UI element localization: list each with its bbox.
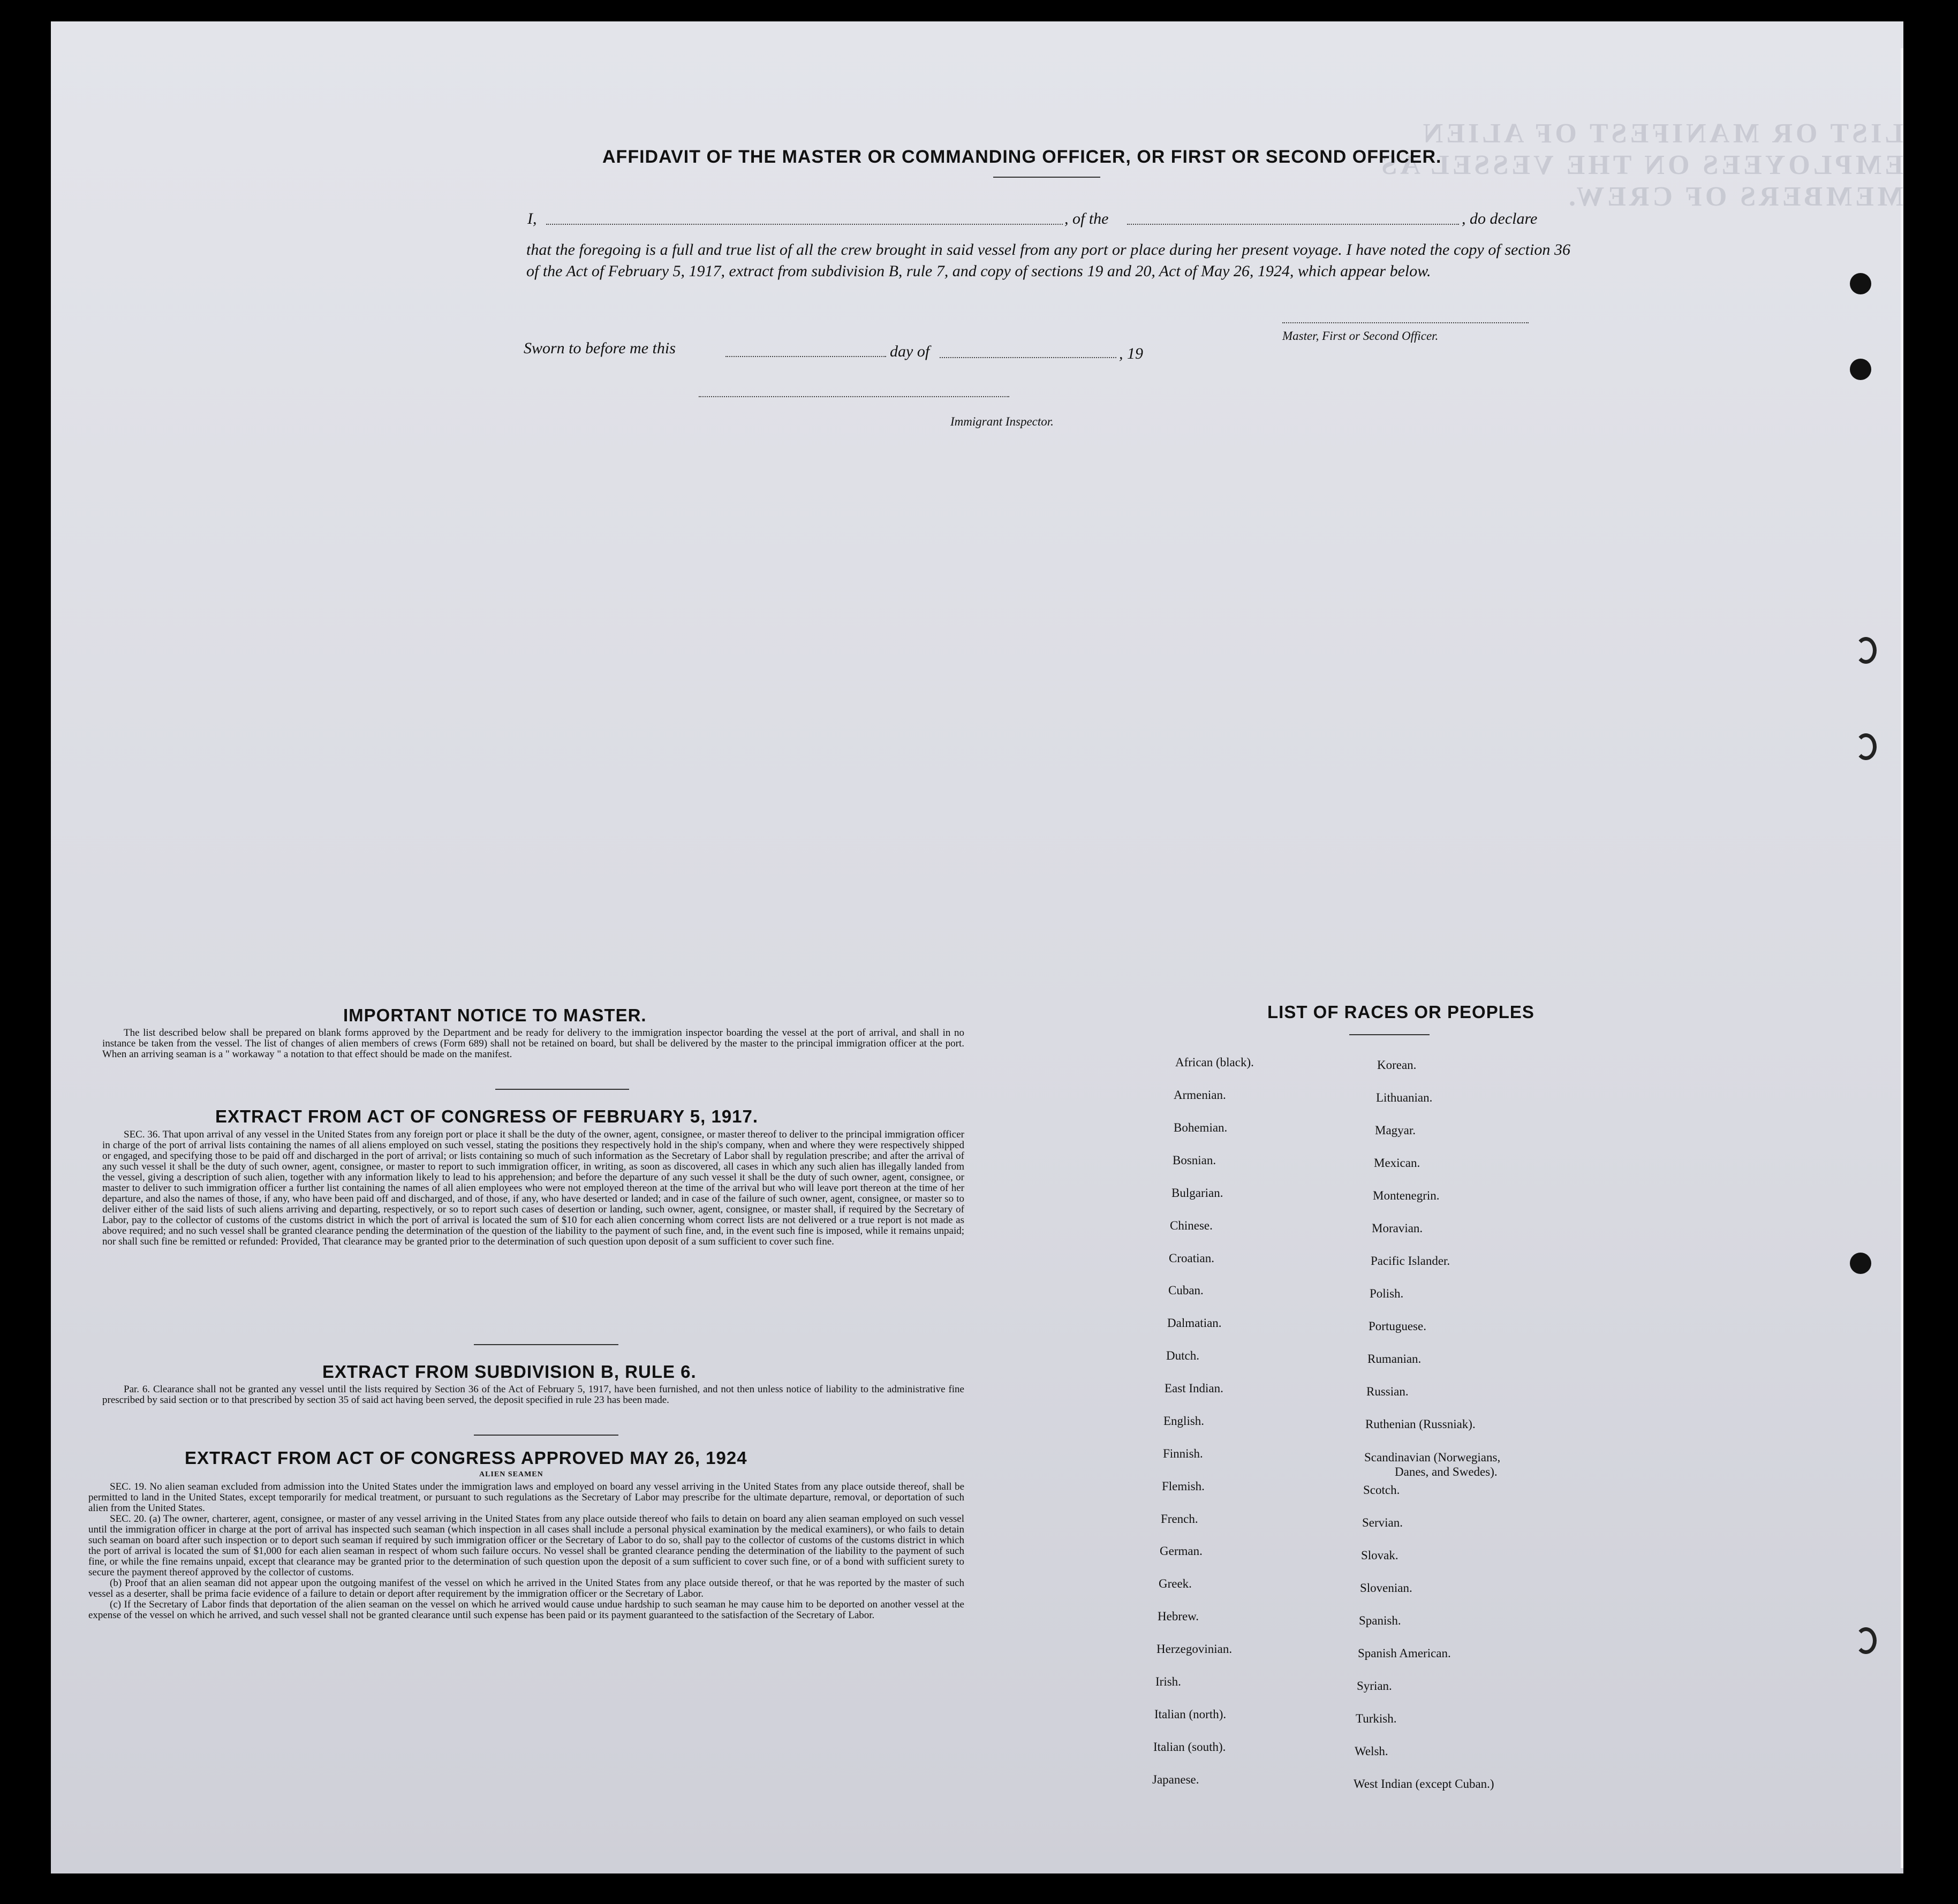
race-item: Portuguese. [1369,1319,1426,1333]
divider [495,1089,629,1090]
declarant-name-field[interactable] [546,224,1063,225]
year-label: , 19 [1119,345,1143,362]
race-item: Finnish. [1163,1447,1203,1460]
extract-1924-title: EXTRACT FROM ACT OF CONGRESS APPROVED MAY 26, 1924 [185,1448,747,1468]
race-item: West Indian (except Cuban.) [1354,1777,1494,1791]
notice-title: IMPORTANT NOTICE TO MASTER. [343,1005,647,1025]
race-item: Italian (north). [1154,1708,1227,1721]
divider [1349,1034,1430,1035]
notice-body [102,1028,964,1060]
bleed-through-heading: LIST OR MANIFEST OF ALIEN EMPLOYEES ON THE VESSEL AS MEMBERS OF CREW. [1378,118,1903,212]
affidavit-title: AFFIDAVIT OF THE MASTER OR COMMANDING OFFICER, OR FIRST OR SECOND OFFICER. [602,147,1442,167]
rule6-text: Par. 6. Clearance shall not be granted any vessel until the lists required by Section 36 of the Act of February 5, 1917, have been furnished, and not then unless notice of liability to the administrative fine prescribed by said section or to that prescribed by section 35 of said act having been served, the deposit specified in rule 23 has been made. [102,1384,964,1406]
race-item: Welsh. [1355,1744,1388,1758]
sworn-month-field[interactable] [940,357,1116,358]
extract-1917-title: EXTRACT FROM ACT OF CONGRESS OF FEBRUARY 5, 1917. [215,1106,759,1126]
race-item: Magyar. [1375,1124,1416,1137]
sworn-day-field[interactable] [725,356,886,357]
punch-hole [1855,1627,1877,1654]
race-item: Irish. [1155,1675,1181,1688]
extract-1924-body [88,1482,964,1621]
vessel-name-field[interactable] [1127,224,1459,225]
divider [474,1344,618,1345]
race-item: Bulgarian. [1171,1186,1223,1200]
inspector-label: Immigrant Inspector. [950,415,1054,428]
punch-hole [1850,273,1871,294]
alien-seamen-subtitle: ALIEN SEAMEN [479,1470,543,1478]
declaration-text: that the foregoing is a full and true list of all the crew brought in said vessel from any port or place during her present voyage. I have noted the copy of section 36 of the Act of February 5, 1917, extract from subdivision B, rule 7, and copy of sections 19 and 20, Act of May 26, 1924, which appear below. [526,241,1570,280]
sec20c-text: (c) If the Secretary of Labor finds that deportation of the alien seaman on the vessel on which he arrived would cause undue hardship to such seaman he may cause him to be deported on another vessel at the expense of the vessel on which he arrived, and such vessel shall not be granted clearance until such expense has been paid or its payment guaranteed to the satisfaction of the Secretary of Labor. [88,1599,964,1621]
race-item: Flemish. [1162,1480,1205,1493]
punch-hole [1855,637,1877,664]
race-item: Russian. [1366,1385,1409,1398]
race-item: Dalmatian. [1167,1316,1222,1330]
of-the-label: , of the [1064,210,1109,227]
race-item: East Indian. [1165,1382,1223,1395]
punch-hole [1855,733,1877,760]
race-item: Servian. [1362,1516,1403,1529]
race-item: Japanese. [1152,1773,1199,1786]
race-item: Spanish American. [1358,1647,1451,1660]
sec19-text: SEC. 19. No alien seaman excluded from admission into the United States under the immigration laws and employed on board any vessel arriving in the United States from any place outside thereof, shall be permitted to land in the United States, except temporarily for medical treatment, or pursuant to such regulations as the Secretary of Labor may prescribe for the ultimate departure, removal, or deportation of such alien from the United States. [88,1481,964,1514]
divider [993,177,1100,178]
race-item: Bohemian. [1174,1121,1228,1134]
race-item: Italian (south). [1153,1740,1226,1754]
race-item: Croatian. [1169,1251,1214,1265]
sec20b-text: (b) Proof that an alien seaman did not appear upon the outgoing manifest of the vessel on which he arrived in the United States from any place outside thereof, or that he was reported by the master of such vessel as a deserter, shall be prima facie evidence of a failure to detain or deport after requirement by the immigration officer or the Secretary of Labor. [88,1577,964,1599]
race-item: Moravian. [1372,1222,1423,1235]
race-item: Cuban. [1168,1284,1204,1297]
race-item: Chinese. [1170,1219,1213,1232]
race-item: English. [1163,1414,1205,1428]
race-item: Korean. [1377,1058,1417,1072]
rule6-title: EXTRACT FROM SUBDIVISION B, RULE 6. [322,1362,697,1382]
race-item: Danes, and Swedes). [1395,1465,1498,1478]
race-item: Bosnian. [1173,1154,1216,1167]
race-item: German. [1160,1544,1203,1558]
race-item: African (black). [1175,1056,1254,1069]
page-edge [1901,48,1903,1868]
race-item: Syrian. [1357,1679,1392,1693]
race-item: Armenian. [1174,1088,1226,1102]
sworn-label: Sworn to before me this [524,339,676,357]
race-item: Herzegovinian. [1156,1642,1233,1656]
race-item: Turkish. [1356,1712,1397,1725]
do-declare-label: , do declare [1462,210,1538,227]
declarant-label: I, [527,210,537,227]
race-item: Slovenian. [1360,1581,1412,1595]
rule6-body [102,1384,964,1406]
race-item: Dutch. [1166,1349,1199,1362]
document-page [51,21,1903,1873]
race-item: Montenegrin. [1373,1189,1440,1202]
punch-hole [1850,359,1871,380]
inspector-signature-field[interactable] [699,396,1009,397]
race-item: Pacific Islander. [1371,1254,1450,1268]
sec20a-text: SEC. 20. (a) The owner, charterer, agent, consignee, or master of any vessel arriving in the United States from any place outside thereof who fails to detain on board any alien seaman employed on such vessel until the immigration officer in charge at the port of arrival has inspected such seaman (which inspection in all cases shall include a personal physical examination by the medical examiners), or who fails to detain such seaman on board after such inspection or to deport such seaman if required by such immigration officer or the Secretary of Labor to do so, shall pay to the collector of customs of the customs district in which the port of arrival is located the sum of $1,000 for each alien seaman in respect of whom such failure occurs. No vessel shall be granted clearance pending the determination of the liability to the payment of such fine, or while the fine remains unpaid, except that clearance may be granted prior to the determination of such question upon the deposit of a sum sufficient to cover such fine, or of a bond with sufficient surety to secure the payment thereof approved by the collector of customs. [88,1513,964,1578]
day-of-label: day of [890,343,930,360]
race-item: Lithuanian. [1376,1091,1433,1104]
notice-text: The list described below shall be prepared on blank forms approved by the Department and be ready for delivery to the immigration inspector boarding the vessel at the port of arrival, and shall in no instance be taken from the vessel. The list of changes of alien members of crews (Form 689) shall not be retained on board, but shall be delivered by the master to the principal immigration officer at the port. When an arriving seaman is a " workaway " a notation to that effect should be made on the manifest. [102,1027,964,1060]
signature-label: Master, First or Second Officer. [1282,329,1439,343]
race-item: Hebrew. [1158,1610,1199,1623]
race-item: Greek. [1159,1577,1192,1590]
race-item: Scandinavian (Norwegians, [1364,1451,1501,1464]
race-item: Slovak. [1361,1549,1398,1562]
race-item: Rumanian. [1367,1352,1422,1366]
race-item: French. [1161,1512,1198,1526]
race-item: Scotch. [1363,1483,1400,1497]
race-item: Polish. [1370,1287,1404,1300]
race-item: Mexican. [1374,1156,1420,1170]
race-item: Ruthenian (Russniak). [1365,1417,1476,1431]
signature-field[interactable] [1282,322,1529,323]
extract-1917-body [102,1129,964,1247]
divider [474,1435,618,1436]
races-title: LIST OF RACES OR PEOPLES [1267,1002,1534,1022]
extract-1917-text: SEC. 36. That upon arrival of any vessel in the United States from any foreign port or place it shall be the duty of the owner, agent, consignee, or master thereof to deliver to the principal immigration officer in charge of the port of arrival lists containing the names of all aliens employed on such vessel, stating the positions they respectively hold in the ship's company, when and where they were respectively shipped or engaged, and specifying those to be paid off and discharged in the port of arrival; or lists containing so much of such information as the Secretary of Labor shall by regulation prescribe; and after the arrival of any such vessel it shall be the duty of such owner, agent, consignee, or master to report to such immigration officer, in writing, as soon as discovered, all cases in which any such alien has illegally landed from the vessel, giving a description of such alien, together with any information likely to lead to his apprehension; and before the departure of any such vessel it shall be the duty of such owner, agent, consignee, or master to deliver to such immigration officer a further list containing the names of all alien employees who were not employed thereon at the time of the arrival but who will leave port thereon at the time of her departure, and also the names of those, if any, who have been paid off and discharged, and of those, if any, who have deserted or landed; and in case of the failure of such owner, agent, consignee, or master so to deliver either of the said lists of such aliens arriving and departing, respectively, or so to report such cases of desertion or landing, such owner, agent, consignee, or master shall, if required by the Secretary of Labor, pay to the collector of customs of the customs district in which the port of arrival is located the sum of $10 for each alien concerning whom correct lists are not delivered or a true report is not made as above required; and no such vessel shall be granted clearance pending the determination of the question of the liability to the payment of such fine, and, in the event such fine is imposed, while it remains unpaid; nor shall such fine be remitted or refunded: Provided, That clearance may be granted prior to the determination of such question upon deposit of a sum sufficient to cover such fine. [102,1129,964,1247]
race-item: Spanish. [1359,1614,1401,1627]
punch-hole [1850,1253,1871,1274]
